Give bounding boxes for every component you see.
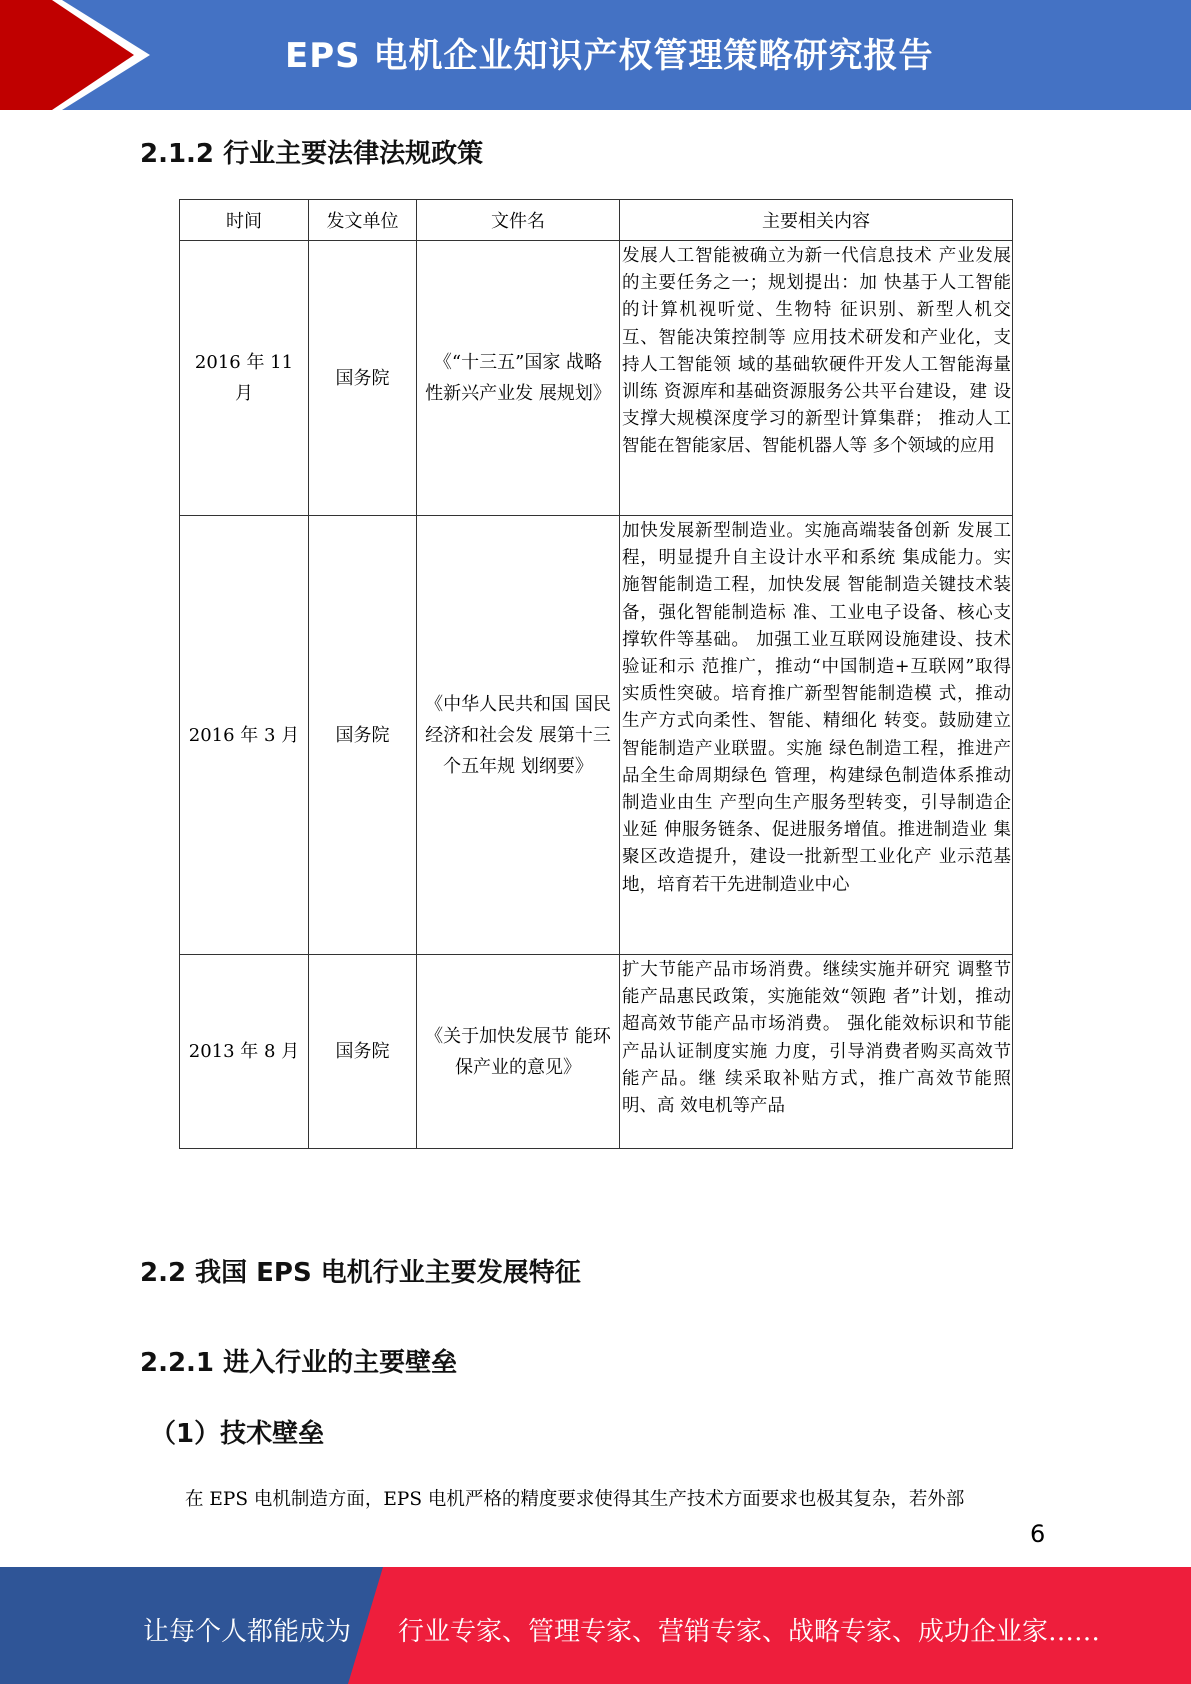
section-heading-2-1-2: 2.1.2 行业主要法律法规政策 (140, 139, 484, 169)
cell-time: 2016 年 3 月 (180, 516, 309, 955)
report-title: EPS 电机企业知识产权管理策略研究报告 (285, 36, 934, 76)
footer-slogan-left: 让每个人都能成为 (143, 1617, 352, 1647)
cell-document: 《“十三五”国家 战略性新兴产业发 展规划》 (417, 241, 620, 516)
cell-content: 发展人工智能被确立为新一代信息技术 产业发展的主要任务之一；规划提出：加 快基于人工智能的计算机视听觉、生物特 征识别、新型人机交互、智能决策控制等 应用技术研发和产业化，支持人工智能领 域的基础软硬件开发人工智能海量训练 资源库和基础资源服务公共平台建设，建 设支撑大规模深度学习的新型计算集群； 推动人工智能在智能家居、智能机器人等 多个领域的应用 (620, 241, 1013, 516)
column-header-time: 时间 (180, 200, 309, 241)
cell-time: 2016 年 11 月 (180, 241, 309, 516)
table-row (180, 955, 1013, 1149)
footer-slogan-right: 行业专家、管理专家、营销专家、战略专家、成功企业家…… (398, 1617, 1101, 1647)
column-header-issuer: 发文单位 (309, 200, 417, 241)
subheading-technical-barrier: （1）技术壁垒 (150, 1419, 325, 1449)
section-heading-2-2-1: 2.2.1 进入行业的主要壁垒 (140, 1348, 458, 1378)
cell-document: 《中华人民共和国 国民经济和社会发 展第十三个五年规 划纲要》 (417, 516, 620, 955)
column-header-document: 文件名 (417, 200, 620, 241)
section-heading-2-2: 2.2 我国 EPS 电机行业主要发展特征 (140, 1258, 581, 1288)
policy-table (179, 199, 1013, 1149)
body-paragraph: 在 EPS 电机制造方面，EPS 电机严格的精度要求使得其生产技术方面要求也极其复杂，若外部 (185, 1489, 965, 1510)
cell-time: 2013 年 8 月 (180, 955, 309, 1149)
page-number: 6 (1030, 1520, 1046, 1548)
header-banner (0, 0, 1191, 110)
table-row (180, 241, 1013, 516)
chevron-logo-icon (0, 0, 160, 110)
cell-content: 扩大节能产品市场消费。继续实施并研究 调整节能产品惠民政策，实施能效“领跑 者”计划，推动超高效节能产品市场消费。 强化能效标识和节能产品认证制度实施 力度，引导消费者购买高效节能产品。继 续采取补贴方式，推广高效节能照明、高 效电机等产品 (620, 955, 1013, 1149)
footer-banner (0, 1567, 1191, 1684)
cell-issuer: 国务院 (309, 241, 417, 516)
cell-issuer: 国务院 (309, 955, 417, 1149)
cell-document: 《关于加快发展节 能环保产业的意见》 (417, 955, 620, 1149)
column-header-content: 主要相关内容 (620, 200, 1013, 241)
cell-content: 加快发展新型制造业。实施高端装备创新 发展工程，明显提升自主设计水平和系统 集成能力。实施智能制造工程，加快发展 智能制造关键技术装备，强化智能制造标 准、工业电子设备、核心支撑软件等基础。 加强工业互联网设施建设、技术验证和示 范推广，推动“中国制造+互联网”取得 实质性突破。培育推广新型智能制造模 式，推动生产方式向柔性、智能、精细化 转变。鼓励建立智能制造产业联盟。实施 绿色制造工程，推进产品全生命周期绿色 管理，构建绿色制造体系推动制造业由生 产型向生产服务型转变，引导制造企业延 伸服务链条、促进服务增值。推进制造业 集聚区改造提升，建设一批新型工业化产 业示范基地，培育若干先进制造业中心 (620, 516, 1013, 955)
table-header-row (180, 200, 1013, 241)
cell-issuer: 国务院 (309, 516, 417, 955)
table-row (180, 516, 1013, 955)
